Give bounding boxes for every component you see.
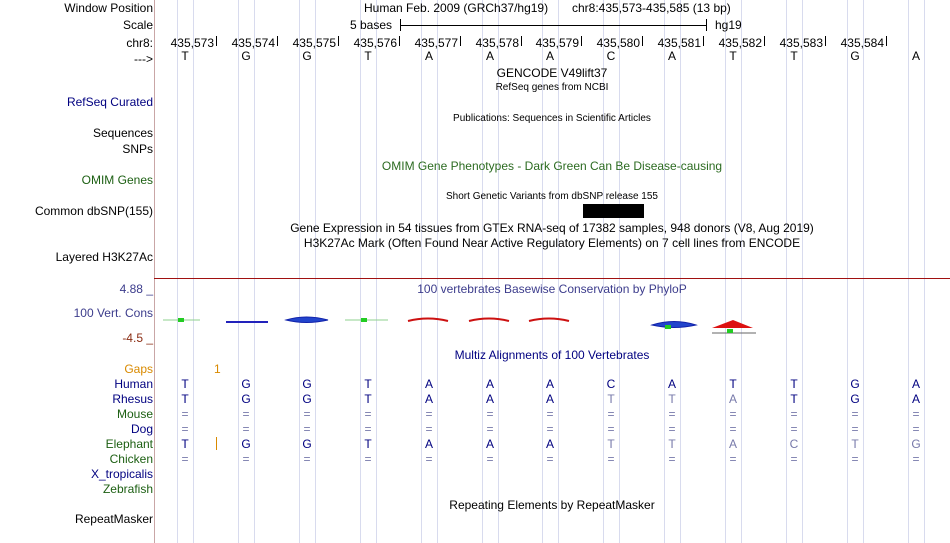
grid-line [360,0,361,543]
track-title-repeatmasker[interactable]: Repeating Elements by RepeatMasker [449,498,655,512]
alignment-base: = [364,452,372,466]
track-title-gtex[interactable]: Gene Expression in 54 tissues from GTEx RNA-seq of 17382 samples, 948 donors (V8, Aug 2019) [290,221,814,235]
ruler-tick [338,36,339,46]
ruler-tick [460,36,461,46]
alignment-base: T [364,437,372,451]
alignment-base: T [729,377,737,391]
alignment-base: = [425,407,433,421]
alignment-base: = [668,407,676,421]
alignment-base: C [606,377,616,391]
alignment-base: = [486,452,494,466]
species-label[interactable]: Elephant [105,437,153,451]
alignment-base: = [303,452,311,466]
assembly-title: Human Feb. 2009 (GRCh37/hg19) [364,1,549,15]
label-chrom[interactable]: chr8: [126,36,153,50]
alignment-base: T [851,437,859,451]
gap-marker [216,437,217,450]
alignment-base: = [790,407,798,421]
grid-line [802,0,803,543]
label-gaps[interactable]: Gaps [124,362,153,376]
label-omim[interactable]: OMIM Genes [81,173,153,187]
alignment-base: G [241,437,251,451]
grid-line [741,0,742,543]
alignment-base: T [607,437,615,451]
alignment-base: A [667,377,677,391]
ruler-tick [764,36,765,46]
alignment-base: = [912,452,920,466]
alignment-base: = [425,452,433,466]
alignment-base: = [912,422,920,436]
grid-line [847,0,848,543]
alignment-base: T [668,392,676,406]
ruler-coordinate: 435,580 [596,36,640,50]
alignment-base: = [607,452,615,466]
sequence-base: G [302,49,312,63]
alignment-base: A [545,392,555,406]
species-label[interactable]: Dog [130,422,153,436]
grid-line [664,0,665,543]
ruler-coordinate: 435,577 [414,36,458,50]
alignment-base: = [486,407,494,421]
track-title-publications[interactable]: Publications: Sequences in Scientific Articles [453,113,651,124]
grid-line [177,0,178,543]
alignment-base: = [181,407,189,421]
species-label[interactable]: Zebrafish [102,482,153,496]
grid-line [238,0,239,543]
alignment-base: = [851,452,859,466]
ruler-tick [581,36,582,46]
ruler-tick [521,36,522,46]
sequence-base: G [241,49,251,63]
alignment-base: = [912,407,920,421]
alignment-base: = [364,422,372,436]
track-title-multiz[interactable]: Multiz Alignments of 100 Vertebrates [454,348,650,362]
alignment-base: = [486,422,494,436]
label-repeatmasker[interactable]: RepeatMasker [74,512,153,526]
grid-line [619,0,620,543]
alignment-base: G [850,377,860,391]
dbsnp-variant-block[interactable] [583,204,644,218]
sequence-base: A [911,49,921,63]
sequence-base: G [850,49,860,63]
alignment-base: T [790,377,798,391]
alignment-base: T [790,392,798,406]
alignment-base: A [911,392,921,406]
ruler-tick [216,36,217,46]
grid-line [315,0,316,543]
alignment-base: A [728,437,738,451]
grid-line [482,0,483,543]
alignment-base: = [242,422,250,436]
alignment-base: = [425,422,433,436]
ruler-tick [886,36,887,46]
ruler-tick [642,36,643,46]
scale-db: hg19 [715,18,742,32]
label-vert-cons[interactable]: 100 Vert. Cons [73,306,153,320]
label-refseq[interactable]: RefSeq Curated [66,95,153,109]
label-snps[interactable]: SNPs [122,142,153,156]
alignment-base: = [790,422,798,436]
ruler-coordinate: 435,579 [535,36,579,50]
alignment-base: A [728,392,738,406]
alignment-base: = [242,407,250,421]
alignment-base: = [546,407,554,421]
ruler-tick [703,36,704,46]
ruler-coordinate: 435,581 [657,36,701,50]
track-title-dbsnp[interactable]: Short Genetic Variants from dbSNP release 155 [446,191,658,202]
alignment-base: G [911,437,921,451]
ruler-coordinate: 435,582 [718,36,762,50]
alignment-base: = [851,422,859,436]
grid-line [725,0,726,543]
grid-line [786,0,787,543]
alignment-base: = [303,407,311,421]
species-label[interactable]: Mouse [116,407,153,421]
label-strand[interactable]: ---> [134,52,153,66]
sequence-base: T [790,49,798,63]
label-scale[interactable]: Scale [122,18,153,32]
grid-line [421,0,422,543]
alignment-base: G [302,392,312,406]
species-label[interactable]: X_tropicalis [90,467,153,481]
sequence-base: T [364,49,372,63]
ruler-coordinate: 435,574 [231,36,275,50]
grid-line [924,0,925,543]
grid-line [437,0,438,543]
track-section-separator [154,278,950,279]
ruler-coordinate: 435,583 [779,36,823,50]
alignment-base: G [302,437,312,451]
label-ymin: -4.5 _ [122,331,153,345]
alignment-base: G [850,392,860,406]
alignment-base: A [424,392,434,406]
alignment-base: A [424,377,434,391]
alignment-base: A [485,377,495,391]
alignment-base: A [424,437,434,451]
ruler-tick [399,36,400,46]
alignment-base: = [181,452,189,466]
track-title-phylop[interactable]: 100 vertebrates Basewise Conservation by PhyloP [417,282,687,296]
label-h3k27ac[interactable]: Layered H3K27Ac [55,250,153,264]
alignment-base: G [241,392,251,406]
alignment-base: = [729,422,737,436]
alignment-base: = [303,422,311,436]
ruler-coordinate: 435,578 [475,36,519,50]
scale-text: 5 bases [350,18,393,32]
label-sequences[interactable]: Sequences [92,126,153,140]
alignment-base: = [851,407,859,421]
alignment-base: C [789,437,799,451]
alignment-base: = [242,452,250,466]
alignment-base: = [546,452,554,466]
sequence-base: A [545,49,555,63]
sequence-base: A [424,49,434,63]
track-title-gencode[interactable]: GENCODE V49lift37 [496,66,608,80]
grid-line [908,0,909,543]
track-title-h3k27ac[interactable]: H3K27Ac Mark (Often Found Near Active Regulatory Elements) on 7 cell lines from ENCODE [303,236,801,250]
alignment-base: T [607,392,615,406]
alignment-base: = [607,407,615,421]
species-label[interactable]: Chicken [109,452,153,466]
sequence-base: A [667,49,677,63]
alignment-base: = [607,422,615,436]
track-title-omim[interactable]: OMIM Gene Phenotypes - Dark Green Can Be Disease-causing [381,159,723,173]
alignment-base: T [181,437,189,451]
ruler-tick [277,36,278,46]
alignment-base: = [668,422,676,436]
alignment-base: T [181,392,189,406]
sequence-base: C [606,49,616,63]
grid-line [193,0,194,543]
grid-line [299,0,300,543]
species-label[interactable]: Rhesus [112,392,153,406]
track-label-divider [154,0,155,543]
alignment-base: A [485,392,495,406]
ruler-coordinate: 435,576 [353,36,397,50]
sequence-base: A [485,49,495,63]
alignment-base: = [181,422,189,436]
alignment-base: A [545,437,555,451]
alignment-base: A [485,437,495,451]
label-dbsnp[interactable]: Common dbSNP(155) [34,204,153,218]
alignment-base: A [545,377,555,391]
alignment-base: G [241,377,251,391]
alignment-base: A [911,377,921,391]
grid-line [863,0,864,543]
grid-line [376,0,377,543]
track-title-refseq-ncbi[interactable]: RefSeq genes from NCBI [495,82,609,93]
alignment-base: T [668,437,676,451]
ruler-tick [825,36,826,46]
alignment-base: T [364,377,372,391]
label-window-position[interactable]: Window Position [64,1,153,15]
alignment-base: G [302,377,312,391]
alignment-base: = [546,422,554,436]
label-ymax: 4.88 _ [119,282,153,296]
alignment-base: T [181,377,189,391]
ruler-coordinate: 435,575 [292,36,336,50]
ruler-coordinate: 435,584 [840,36,884,50]
alignment-base: = [668,452,676,466]
position-readout: chr8:435,573-435,585 (13 bp) [572,1,731,15]
alignment-base: = [729,452,737,466]
grid-line [254,0,255,543]
grid-line [680,0,681,543]
alignment-base: T [364,392,372,406]
species-label[interactable]: Human [114,377,153,391]
ruler-coordinate: 435,573 [170,36,214,50]
sequence-base: T [181,49,189,63]
alignment-base: = [364,407,372,421]
gap-count: 1 [214,362,221,376]
sequence-base: T [729,49,737,63]
alignment-base: = [790,452,798,466]
alignment-base: = [729,407,737,421]
